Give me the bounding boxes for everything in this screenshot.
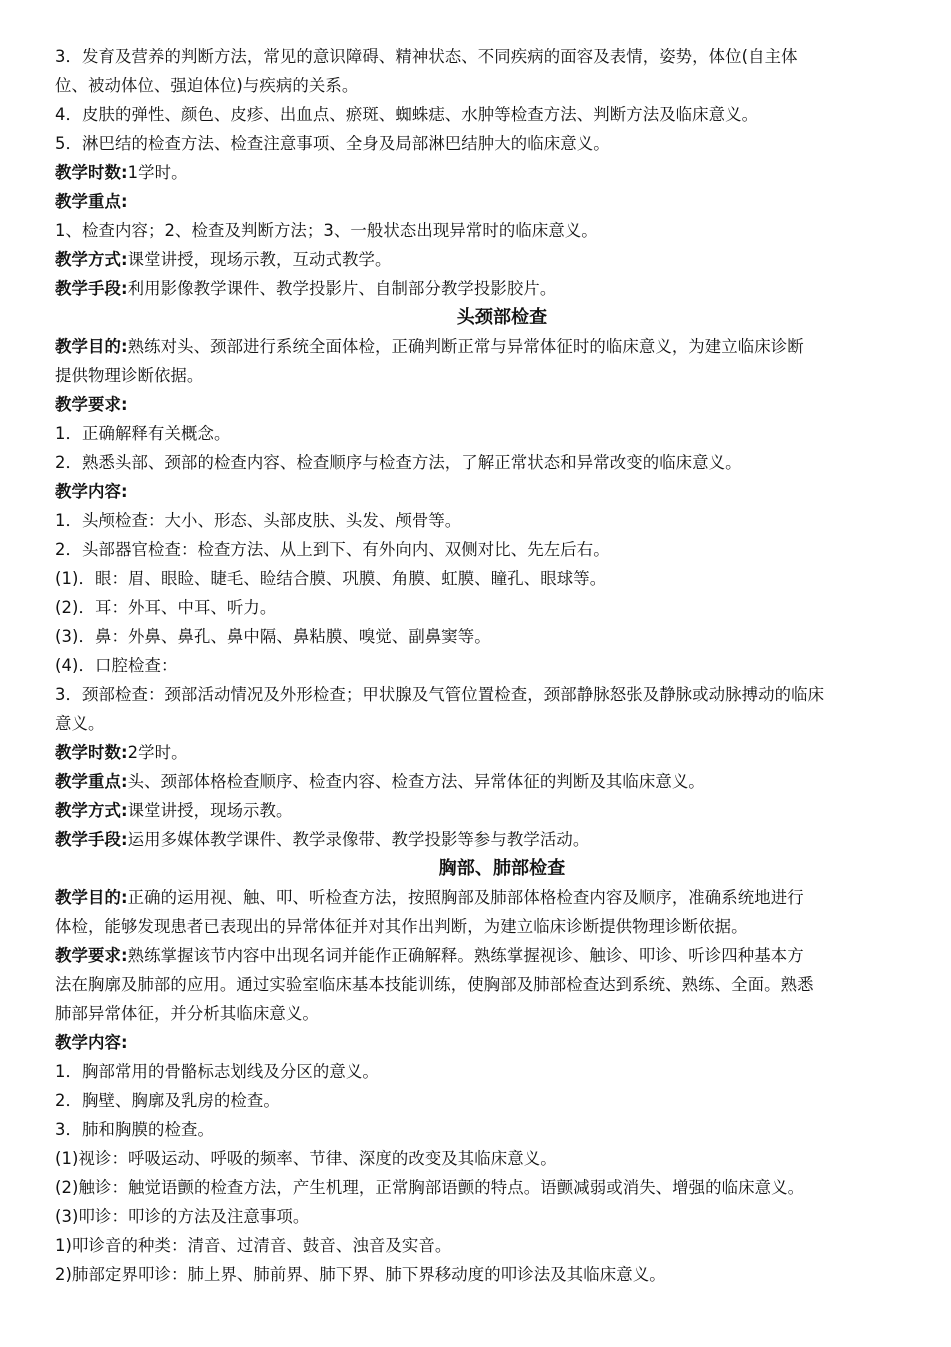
teaching-means [55, 274, 935, 303]
teaching-hours [55, 158, 935, 187]
field-label: 教学方式: [55, 801, 128, 820]
field-value: 课堂讲授，现场示教，互动式教学。 [127, 250, 392, 269]
teaching-key-points [55, 767, 935, 796]
content-line: (2)．耳：外耳、中耳、听力。 [55, 598, 277, 617]
field-label: 教学时数: [55, 163, 128, 182]
content-line: (1)．眼：眉、眼睑、睫毛、睑结合膜、巩膜、角膜、虹膜、瞳孔、眼球等。 [55, 569, 607, 588]
teaching-purpose [55, 883, 935, 912]
field-label: 教学目的: [55, 888, 128, 907]
content-line: (3)叩诊：叩诊的方法及注意事项。 [55, 1207, 310, 1226]
field-label: 教学手段: [55, 279, 128, 298]
content-line: 1、检查内容；2、检查及判断方法；3、一般状态出现异常时的临床意义。 [55, 221, 598, 240]
teaching-method [55, 796, 935, 825]
section-general-exam [55, 42, 935, 303]
content-line: 2．胸壁、胸廓及乳房的检查。 [55, 1091, 280, 1110]
field-label: 教学要求: [55, 946, 128, 965]
section-heading: 胸部、肺部检查 [438, 858, 566, 879]
field-value: 利用影像教学课件、教学投影片、自制部分教学投影胶片。 [127, 279, 557, 298]
field-value: 熟练掌握该节内容中出现名词并能作正确解释。熟练掌握视诊、触诊、叩诊、听诊四种基本方 [127, 946, 804, 965]
content-line: 2．头部器官检查：检查方法、从上到下、有外向内、双侧对比、先左后右。 [55, 540, 610, 559]
content-line: 1．正确解释有关概念。 [55, 424, 231, 443]
field-label: 教学要求: [55, 395, 128, 414]
section-chest-lung [55, 854, 935, 1289]
field-label: 教学目的: [55, 337, 128, 356]
content-line: 3．发育及营养的判断方法，常见的意识障碍、精神状态、不同疾病的面容及表情，姿势，体位(自主体 [55, 47, 798, 66]
teaching-means [55, 825, 935, 854]
content-line: 1．头颅检查：大小、形态、头部皮肤、头发、颅骨等。 [55, 511, 462, 530]
teaching-method [55, 245, 935, 274]
content-line: (3)．鼻：外鼻、鼻孔、鼻中隔、鼻粘膜、嗅觉、副鼻窦等。 [55, 627, 491, 646]
field-label: 教学手段: [55, 830, 128, 849]
field-label: 教学内容: [55, 1033, 128, 1052]
content-line: 提供物理诊断依据。 [55, 366, 204, 385]
field-value: 头、颈部体格检查顺序、检查内容、检查方法、异常体征的判断及其临床意义。 [127, 772, 705, 791]
content-line: 2)肺部定界叩诊：肺上界、肺前界、肺下界、肺下界移动度的叩诊法及其临床意义。 [55, 1265, 666, 1284]
field-value: 课堂讲授，现场示教。 [127, 801, 293, 820]
teaching-hours [55, 738, 935, 767]
content-line: 4．皮肤的弹性、颜色、皮疹、出血点、瘀斑、蜘蛛痣、水肿等检查方法、判断方法及临床意义。 [55, 105, 759, 124]
field-label: 教学时数: [55, 743, 128, 762]
field-label: 教学重点: [55, 192, 128, 211]
content-line: 2．熟悉头部、颈部的检查内容、检查顺序与检查方法，了解正常状态和异常改变的临床意义。 [55, 453, 742, 472]
field-value: 运用多媒体教学课件、教学录像带、教学投影等参与教学活动。 [127, 830, 590, 849]
teaching-requirements [55, 941, 935, 970]
section-head-neck [55, 303, 935, 854]
content-line: 1)叩诊音的种类：清音、过清音、鼓音、浊音及实音。 [55, 1236, 452, 1255]
field-value: 1学时。 [127, 163, 188, 182]
field-value: 2学时。 [127, 743, 188, 762]
content-line: 意义。 [55, 714, 105, 733]
field-value: 正确的运用视、触、叩、听检查方法，按照胸部及肺部体格检查内容及顺序，准确系统地进行 [127, 888, 804, 907]
content-line: 肺部异常体征，并分析其临床意义。 [55, 1004, 319, 1023]
content-line: 3．肺和胸膜的检查。 [55, 1120, 214, 1139]
section-heading: 头颈部检查 [456, 307, 548, 328]
content-line: 法在胸廓及肺部的应用。通过实验室临床基本技能训练，使胸部及肺部检查达到系统、熟练、全面。熟悉 [55, 975, 814, 994]
content-line: (2)触诊：触觉语颤的检查方法，产生机理，正常胸部语颤的特点。语颤减弱或消失、增强的临床意义。 [55, 1178, 805, 1197]
content-line: 体检，能够发现患者已表现出的异常体征并对其作出判断，为建立临床诊断提供物理诊断依据。 [55, 917, 748, 936]
content-line: 1．胸部常用的骨骼标志划线及分区的意义。 [55, 1062, 379, 1081]
field-label: 教学重点: [55, 772, 128, 791]
field-value: 熟练对头、颈部进行系统全面体检，正确判断正常与异常体征时的临床意义，为建立临床诊断 [127, 337, 804, 356]
content-line: (4)．口腔检查： [55, 656, 178, 675]
content-line: (1)视诊：呼吸运动、呼吸的频率、节律、深度的改变及其临床意义。 [55, 1149, 557, 1168]
field-label: 教学方式: [55, 250, 128, 269]
content-line: 5．淋巴结的检查方法、检查注意事项、全身及局部淋巴结肿大的临床意义。 [55, 134, 610, 153]
content-line: 3．颈部检查：颈部活动情况及外形检查；甲状腺及气管位置检查，颈部静脉怒张及静脉或动脉搏动的临床 [55, 685, 825, 704]
field-label: 教学内容: [55, 482, 128, 501]
teaching-purpose [55, 332, 935, 361]
document-page [55, 42, 935, 1289]
content-line: 位、被动体位、强迫体位)与疾病的关系。 [55, 76, 359, 95]
